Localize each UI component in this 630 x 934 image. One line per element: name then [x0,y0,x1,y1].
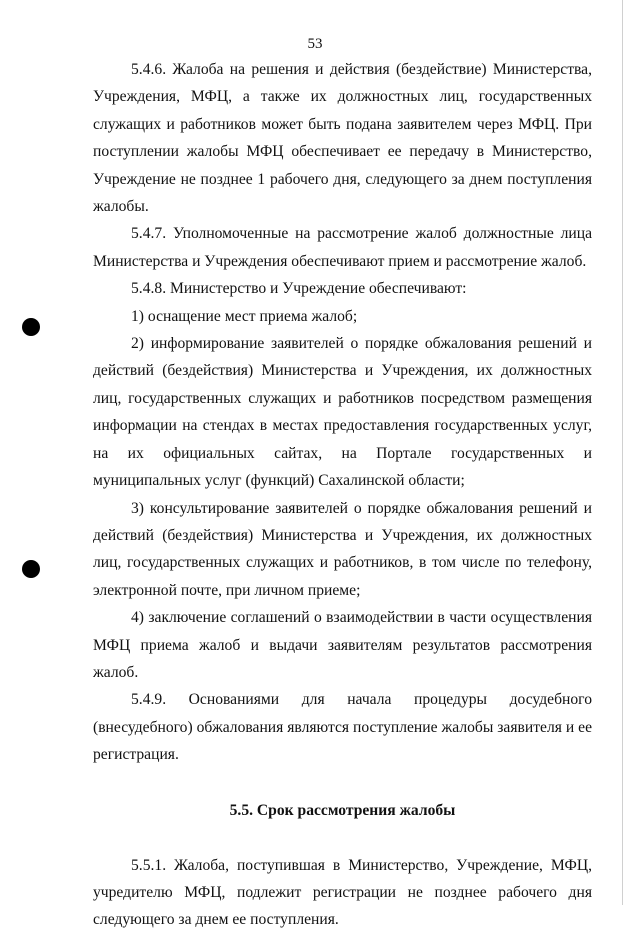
paragraph-5-4-8: 5.4.8. Министерство и Учреждение обеспечивают: [131,280,467,298]
list-item-1: 1) оснащение мест приема жалоб; [131,307,358,325]
section-gap [93,769,592,797]
binder-hole-icon [22,560,40,578]
binder-hole-icon [22,318,40,336]
page-number: 53 [307,36,323,52]
document-body [93,56,592,934]
section-gap [93,824,592,852]
list-item-3: 3) консультирование заявителей о порядке обжалования решений и действий (бездействия) Министерства и Учреждения, их должностных лиц, государственных служащих и работников, в том числе по телефону, электронной почте, при личном приеме; [93,499,592,599]
paragraph-5-4-9: 5.4.9. Основаниями для начала процедуры досудебного (внесудебного) обжалования являются поступление жалобы заявителя и ее регистрация. [93,691,592,764]
section-heading-5-5: 5.5. Срок рассмотрения жалобы [229,801,456,819]
scan-edge-divider [622,0,623,905]
list-item-2: 2) информирование заявителей о порядке обжалования решений и действий (бездействия) Министерства и Учреждения, их должностных лиц, государственных служащих и работников посредством размещения информации на стендах в местах предоставления государственных услуг, на их официальных сайтах, на Портале государственных и муниципальных услуг (функций) Сахалинской области; [93,335,592,490]
paragraph-5-5-1: 5.5.1. Жалоба, поступившая в Министерство, Учреждение, МФЦ, учредителю МФЦ, подлежит регистрации не позднее рабочего дня следующего за днем ее поступления. [93,856,592,929]
paragraph-5-4-7: 5.4.7. Уполномоченные на рассмотрение жалоб должностные лица Министерства и Учреждения обеспечивают прием и рассмотрение жалоб. [93,225,592,270]
list-item-4: 4) заключение соглашений о взаимодействии в части осуществления МФЦ приема жалоб и выдачи заявителям результатов рассмотрения жалоб. [93,609,592,681]
paragraph-5-4-6: 5.4.6. Жалоба на решения и действия (бездействие) Министерства, Учреждения, МФЦ, а также их должностных лиц, государственных служащих и работников может быть подана заявителем через МФЦ. При поступлении жалобы МФЦ обеспечивает ее передачу в Министерство, Учреждение не позднее 1 рабочего дня, следующего за днем поступления жалобы. [93,61,592,216]
